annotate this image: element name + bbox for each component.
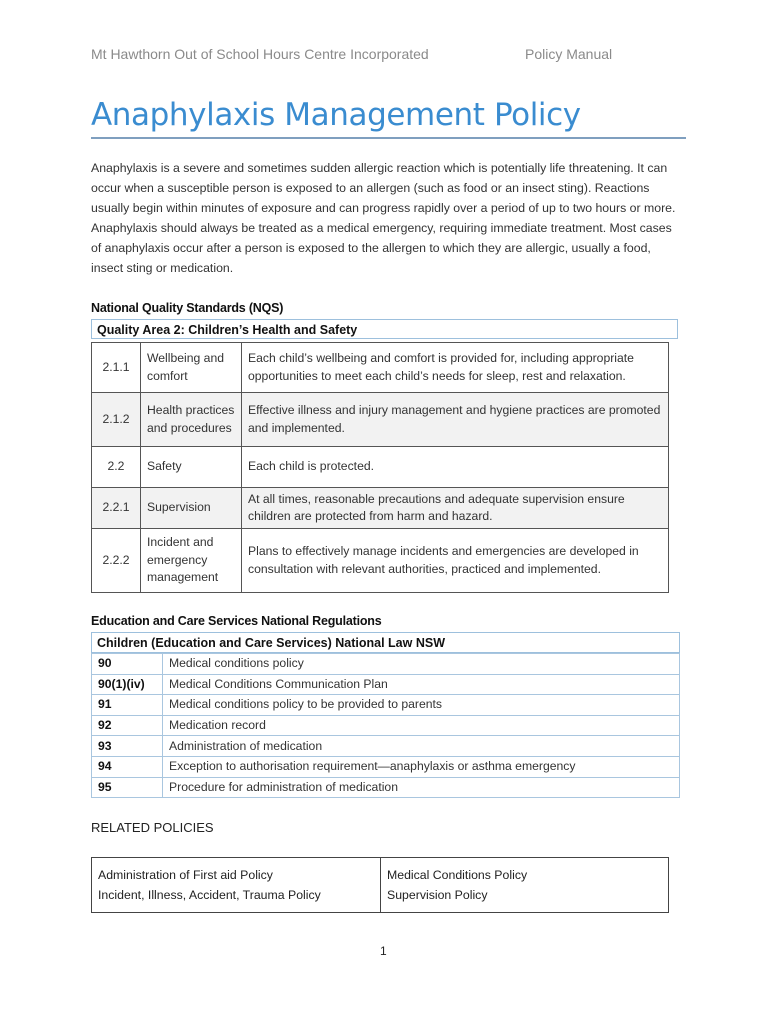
header-doc-type: Policy Manual <box>525 46 613 62</box>
nqs-desc: Effective illness and injury management and hygiene practices are promoted and implemented. <box>242 393 669 447</box>
related-policies-box <box>91 857 669 913</box>
header-org: Mt Hawthorn Out of School Hours Centre Incorporated <box>91 46 429 62</box>
nqs-row <box>92 488 669 529</box>
regs-heading: Education and Care Services National Regulations <box>91 614 382 628</box>
regulation-row <box>92 777 680 798</box>
regulation-row <box>92 756 680 777</box>
nqs-name: Supervision <box>141 488 242 529</box>
regulation-row <box>92 695 680 716</box>
nqs-heading: National Quality Standards (NQS) <box>91 301 284 315</box>
nqs-code: 2.1.1 <box>92 343 141 393</box>
related-policy-item: Supervision Policy <box>387 888 488 902</box>
nqs-row <box>92 393 669 447</box>
nqs-row <box>92 343 669 393</box>
related-policies-heading: RELATED POLICIES <box>91 820 214 835</box>
regulation-row <box>92 715 680 736</box>
regulation-row <box>92 736 680 757</box>
regulation-number: 93 <box>92 736 163 757</box>
quality-area-box: Quality Area 2: Children’s Health and Safety <box>91 319 678 339</box>
intro-paragraph: Anaphylaxis is a severe and sometimes sudden allergic reaction which is potentially life threatening. It can occur when a susceptible person is exposed to an allergen (such as food or an insect sting). Reactions usually begin within minutes of exposure and can progress rapidly over a period of up to two hours or more. Anaphylaxis should always be treated as a medical emergency, requiring immediate treatment. Most cases of anaphylaxis occur after a person is exposed to the allergen to which they are allergic, usually a food, insect sting or medication. <box>91 161 676 275</box>
regulation-number: 94 <box>92 756 163 777</box>
nqs-desc: Each child’s wellbeing and comfort is provided for, including appropriate opportunities to meet each child’s needs for sleep, rest and relaxation. <box>242 343 669 393</box>
page-title: Anaphylaxis Management Policy <box>91 97 581 133</box>
regulation-desc: Medical conditions policy to be provided to parents <box>163 695 680 716</box>
related-policy-item: Incident, Illness, Accident, Trauma Policy <box>98 888 321 902</box>
regulation-desc: Medical conditions policy <box>163 654 680 675</box>
regulation-number: 90(1)(iv) <box>92 674 163 695</box>
regulation-desc: Administration of medication <box>163 736 680 757</box>
regulation-desc: Medication record <box>163 715 680 736</box>
regulation-number: 95 <box>92 777 163 798</box>
national-law-box: Children (Education and Care Services) National Law NSW <box>91 632 680 653</box>
regulation-row <box>92 674 680 695</box>
related-policy-item: Administration of First aid Policy <box>98 868 273 882</box>
related-policies-left <box>92 858 381 912</box>
related-policies-right <box>381 858 533 912</box>
regulation-desc: Medical Conditions Communication Plan <box>163 674 680 695</box>
regulation-row <box>92 654 680 675</box>
nqs-desc: At all times, reasonable precautions and adequate supervision ensure children are protected from harm and hazard. <box>242 488 669 529</box>
regulation-number: 90 <box>92 654 163 675</box>
nqs-row <box>92 529 669 593</box>
nqs-table <box>91 342 669 593</box>
nqs-name: Incident and emergency management <box>141 529 242 593</box>
regulation-desc: Exception to authorisation requirement—anaphylaxis or asthma emergency <box>163 756 680 777</box>
title-divider <box>91 137 686 139</box>
nqs-desc: Plans to effectively manage incidents and emergencies are developed in consultation with relevant authorities, practiced and implemented. <box>242 529 669 593</box>
page-number: 1 <box>380 944 387 958</box>
nqs-code: 2.2 <box>92 447 141 488</box>
related-policy-item: Medical Conditions Policy <box>387 868 528 882</box>
nqs-code: 2.1.2 <box>92 393 141 447</box>
regulation-number: 92 <box>92 715 163 736</box>
regulation-number: 91 <box>92 695 163 716</box>
nqs-code: 2.2.1 <box>92 488 141 529</box>
nqs-desc: Each child is protected. <box>242 447 669 488</box>
nqs-name: Safety <box>141 447 242 488</box>
regulations-table <box>91 653 680 798</box>
nqs-name: Health practices and procedures <box>141 393 242 447</box>
regulation-desc: Procedure for administration of medication <box>163 777 680 798</box>
nqs-row <box>92 447 669 488</box>
nqs-code: 2.2.2 <box>92 529 141 593</box>
nqs-name: Wellbeing and comfort <box>141 343 242 393</box>
